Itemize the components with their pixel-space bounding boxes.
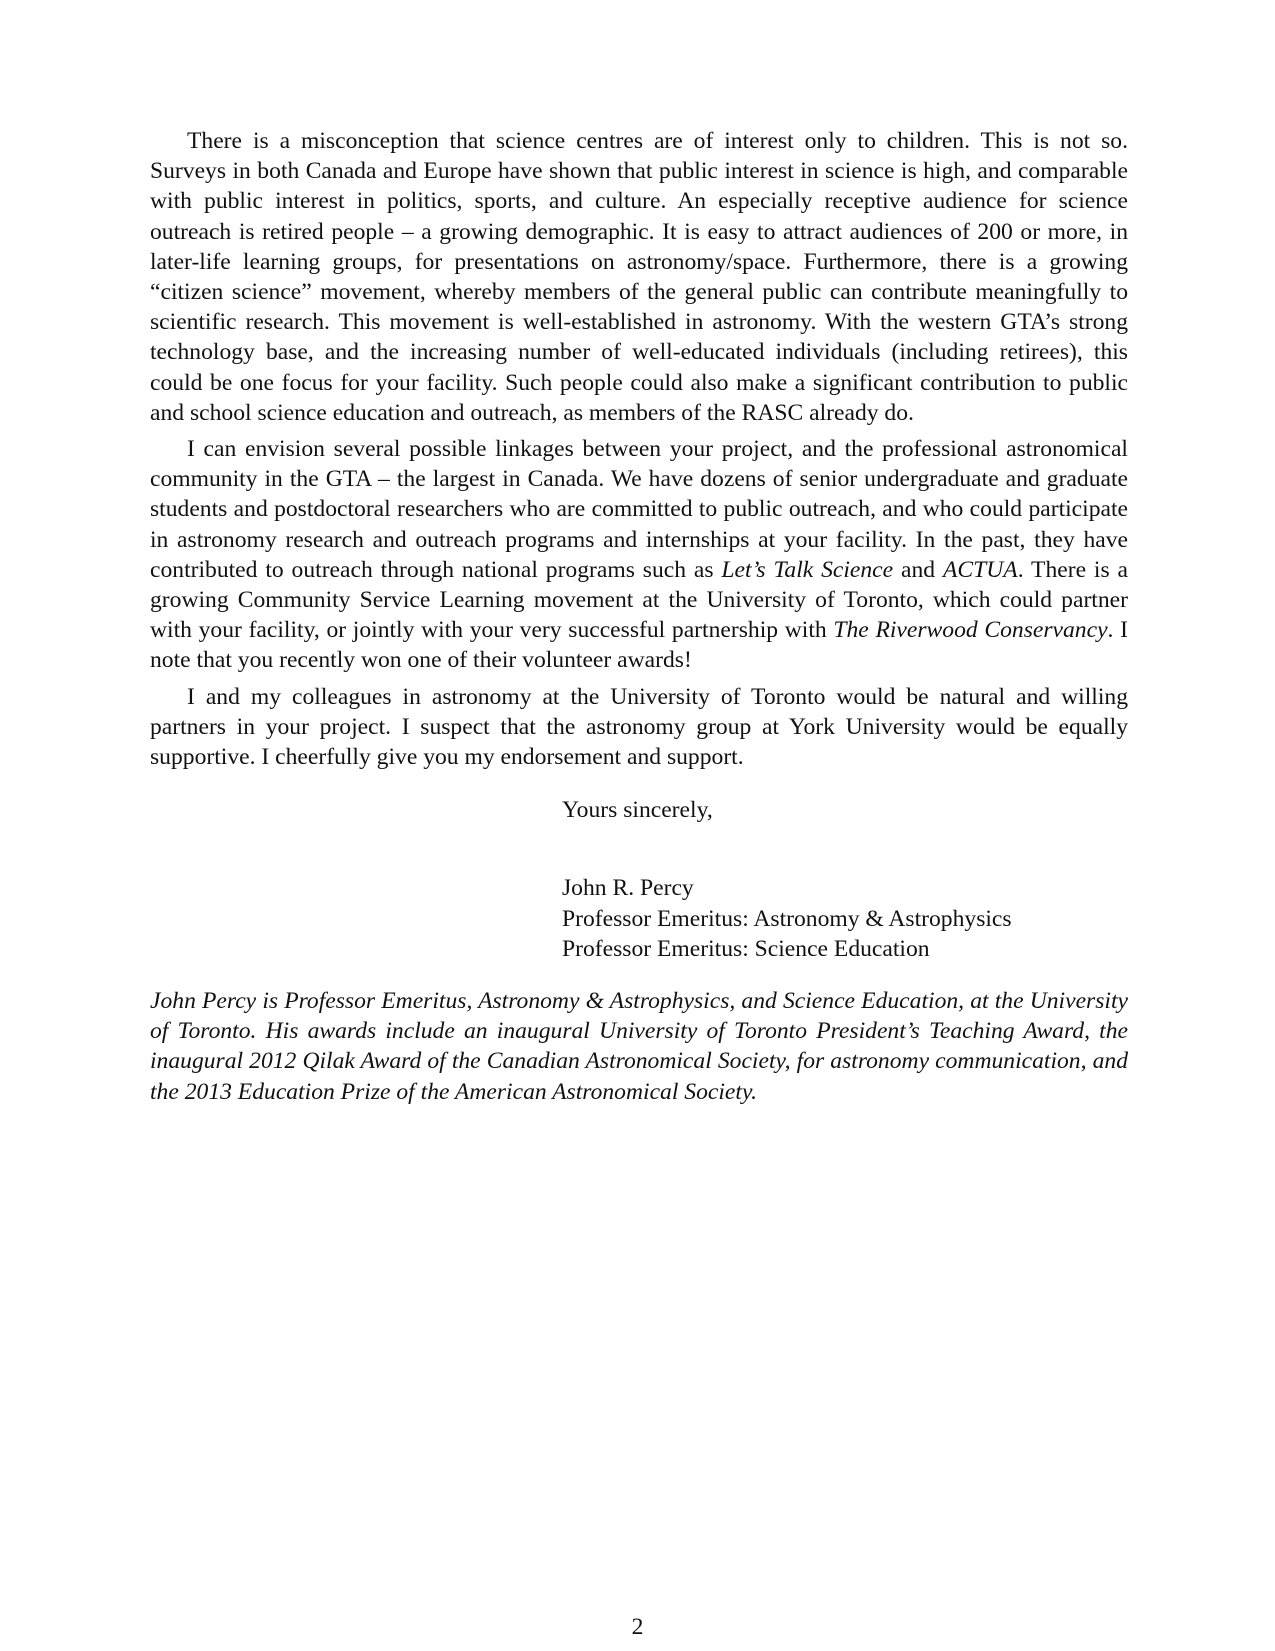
paragraph-text: I and my colleagues in astronomy at the University of Toronto would be natural and willing partners in your project. I suspect that the astronomy group at York University would be equally supportive. I cheerfully give you my endorsement and support. xyxy=(150,683,1128,771)
page-number: 2 xyxy=(631,1614,644,1640)
signatory-name: John R. Percy xyxy=(562,875,694,902)
closing-salutation: Yours sincerely, xyxy=(562,797,713,824)
letter-paragraph xyxy=(150,126,1128,428)
italic-title: ACTUA xyxy=(942,556,1018,583)
author-bio: John Percy is Professor Emeritus, Astronomy & Astrophysics, and Science Education, at the University of Toronto. His awards include an inaugural University of Toronto President’s Teaching Award, the inaugural 2012 Qilak Award of the Canadian Astronomical Society, for astronomy communication, and the 2013 Education Prize of the American Astronomical Society. xyxy=(150,988,1128,1105)
letter-paragraph xyxy=(150,682,1128,773)
letter-body xyxy=(150,126,1128,1130)
signatory-title-education: Professor Emeritus: Science Education xyxy=(562,935,930,962)
letter-paragraph xyxy=(150,434,1128,676)
italic-title: Let’s Talk Science xyxy=(721,556,894,583)
paragraph-text: I can envision several possible linkages between your project, and the professional astronomical community in the GTA – the largest in Canada. We have dozens of senior undergraduate and graduate students and postdoctoral researchers who are committed to public outreach, and who could participate in astronomy research and outreach programs and internships at your facility. In the past, they have contributed to outreach through national programs such as xyxy=(150,436,1128,583)
paragraph-text: There is a misconception that science centres are of interest only to children. This is not so. Surveys in both Canada and Europe have shown that public interest in science is high, and comparable with public interest in politics, sports, and culture. An especially receptive audience for science outreach is retired people – a growing demographic. It is easy to attract audiences of 200 or more, in later-life learning groups, for presentations on astronomy/space. Furthermore, there is a growing “citizen science” movement, whereby members of the general public can contribute meaningfully to scientific research. This movement is well-established in astronomy. With the western GTA’s strong technology base, and the increasing number of well-educated individuals (including retirees), this could be one focus for your facility. Such people could also make a significant contribution to public and school science education and outreach, as members of the RASC already do. xyxy=(150,128,1128,426)
letter-paragraphs xyxy=(150,126,1128,772)
paragraph-text: . I note that you recently won one of their volunteer awards! xyxy=(150,617,1128,674)
signature-block xyxy=(562,873,1128,964)
closing-block xyxy=(562,795,1128,825)
italic-title: The Riverwood Conservancy xyxy=(833,617,1108,644)
signatory-title-astronomy: Professor Emeritus: Astronomy & Astrophysics xyxy=(562,905,1012,932)
paragraph-text: and xyxy=(893,556,943,583)
paragraph-text: . There is a growing Community Service Learning movement at the University of Toronto, which could partner with your facility, or jointly with your very successful partnership with xyxy=(150,556,1128,644)
